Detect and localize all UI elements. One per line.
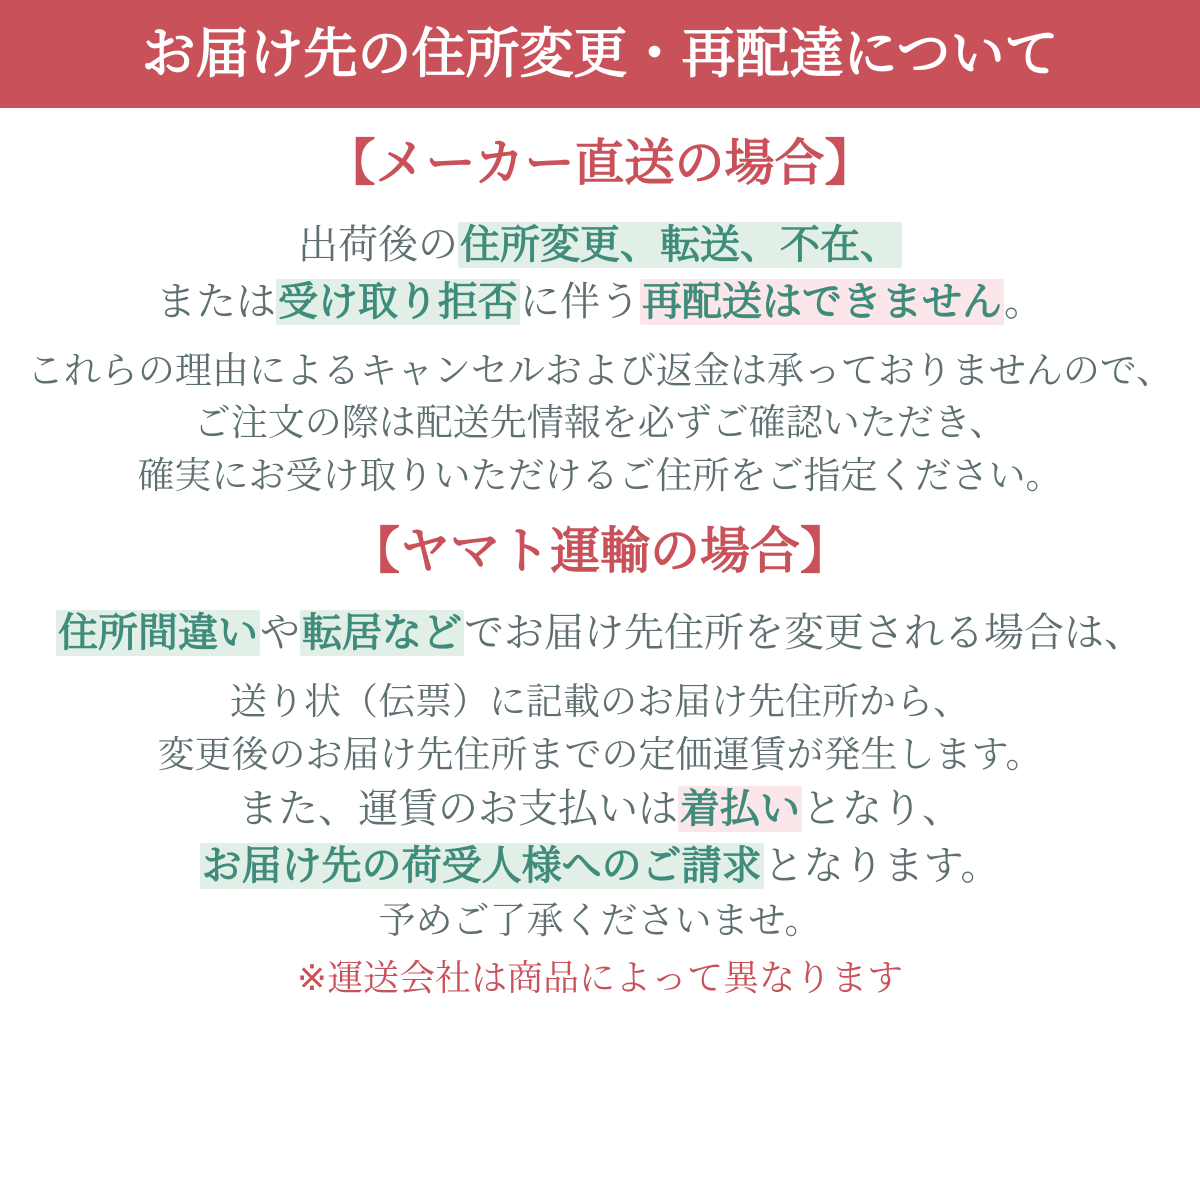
line-part: または [156,278,276,325]
line-part: 出荷後の [298,222,458,268]
line-part-highlight: 住所変更、転送、不在、 [460,222,900,268]
line-part-highlight: 受け取り拒否 [278,278,518,325]
line-part: となります。 [763,842,1001,889]
line-part-highlight: お届け先の荷受人様へのご請求 [201,842,762,889]
notice-line: 送り状（伝票）に記載のお届け先住所から、 [230,679,970,723]
line-part: に伴う [520,278,640,325]
line-part-highlight: 住所間違い [58,610,258,657]
line-part: また、運賃のお支払いは [238,786,678,833]
line-part: でお届け先住所を変更される場合は、 [464,610,1144,657]
line-part: となり、 [802,786,962,833]
notice-line [10,838,1190,895]
notice-line [10,274,1190,331]
line-part: や [260,610,300,657]
page-header [0,0,1200,108]
line-part-highlight: 転居など [302,610,462,657]
notice-line: これらの理由によるキャンセルおよび返金は承っておりませんので、 [26,348,1174,392]
notice-line [10,781,1190,838]
section-heading-yamato: 【ヤマト運輸の場合】 [350,522,850,581]
section-heading-maker-direct: 【メーカー直送の場合】 [325,134,875,192]
notice-content [0,136,1200,1000]
notice-line [10,217,1190,274]
notice-line: 予めご了承くださいませ。 [378,898,822,942]
page-title: お届け先の住所変更・再配達について [141,22,1059,85]
notice-line: 変更後のお届け先住所までの定価運賃が発生します。 [157,732,1043,776]
section-body-yamato [10,605,1190,947]
line-part: 。 [1004,278,1044,325]
notice-line: 確実にお受け取りいただけるご住所をご指定ください。 [137,453,1063,497]
notice-line [10,605,1190,662]
notice-line: ご注文の際は配送先情報を必ずご確認いただき、 [193,401,1007,445]
line-part-highlight: 再配送はできません [642,278,1002,325]
line-part-highlight: 着払い [680,786,800,833]
footnote: ※運送会社は商品によって異なります [296,958,904,1000]
section-body-maker-direct [10,217,1190,502]
